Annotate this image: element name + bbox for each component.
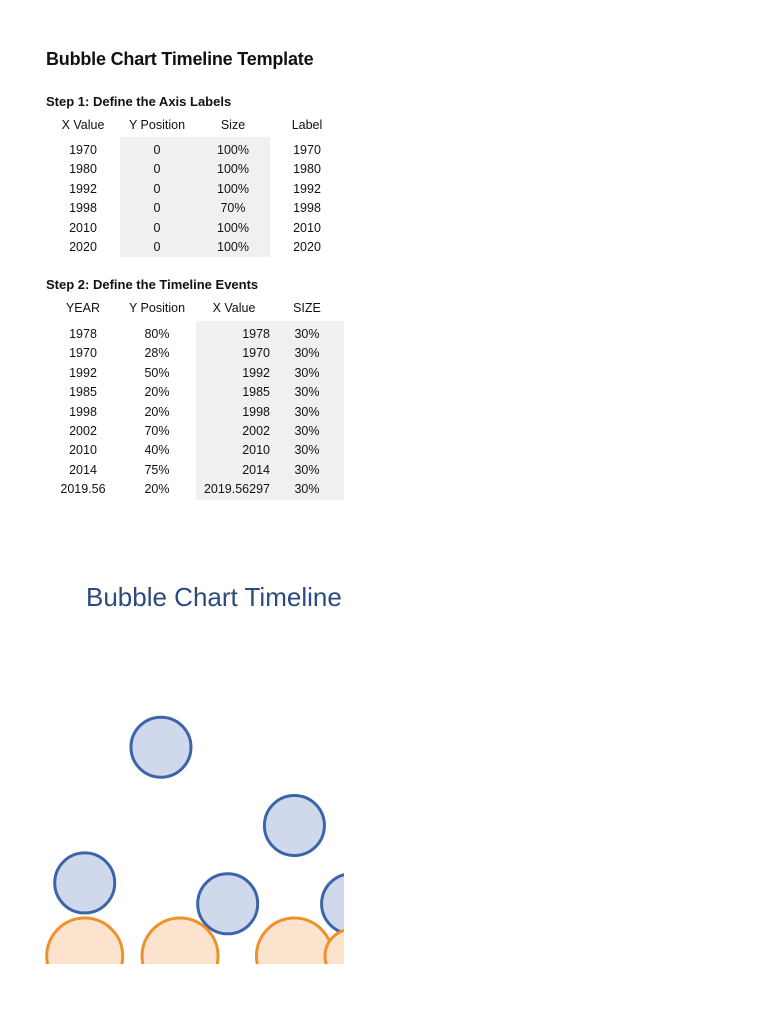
column-header: YEAR	[65, 301, 101, 315]
table-cell-col-a: 1992	[69, 365, 97, 380]
table-cell-col-b: 50%	[144, 365, 170, 380]
table-cell-col-a: 2002	[69, 424, 97, 438]
column-header: Y Position	[128, 118, 186, 132]
table-cell-col-a: 1978	[69, 327, 97, 341]
table-cell-col-c: 2010	[242, 443, 270, 458]
table-cell-col-a: 1970	[69, 143, 97, 157]
table-cell-col-a: 2010	[69, 220, 97, 235]
table-cell-col-d: 30%	[294, 424, 320, 438]
table-cell-col-a: 1985	[69, 385, 97, 400]
event-bubble	[131, 717, 191, 777]
table-cell-col-c: 1970	[242, 346, 270, 361]
table-cell-col-c: 100%	[217, 181, 249, 196]
table-cell-col-b: 80%	[144, 327, 170, 341]
event-bubble	[264, 796, 324, 856]
table-cell-col-c: 1978	[242, 327, 270, 341]
event-bubble	[322, 874, 344, 934]
table-cell-col-a: 1980	[69, 162, 97, 177]
table-cell-col-a: 2019.56	[60, 482, 106, 497]
table-cell-col-c: 1992	[242, 365, 270, 380]
table-cell-col-a: 1992	[69, 181, 97, 196]
chart-title: Bubble Chart Timeline	[86, 582, 342, 612]
table-cell-col-d: 30%	[294, 365, 320, 380]
table-cell-col-b: 0	[153, 162, 161, 177]
table-cell-col-c: 1998	[242, 404, 270, 419]
table-cell-col-c: 100%	[217, 220, 249, 235]
table-cell-col-b: 0	[153, 201, 161, 216]
table-cell-col-c: 70%	[220, 201, 246, 216]
table-cell-col-d: 1992	[293, 181, 321, 196]
table-cell-col-d: 30%	[294, 482, 320, 497]
table-cell-col-a: 1998	[69, 201, 97, 216]
event-bubble	[198, 874, 258, 934]
table-cell-col-d: 30%	[294, 462, 320, 477]
table-cell-col-d: 2010	[293, 220, 321, 235]
table-cell-col-a: 1998	[69, 404, 97, 419]
step2-heading: Step 2: Define the Timeline Events	[46, 277, 259, 292]
table-cell-col-b: 0	[153, 220, 161, 235]
table-cell-col-d: 1998	[293, 201, 321, 216]
chart-area	[0, 600, 344, 964]
table-cell-col-a: 2020	[69, 240, 97, 254]
step1-heading: Step 1: Define the Axis Labels	[46, 94, 232, 109]
table-cell-col-c: 100%	[217, 143, 249, 157]
table-cell-col-a: 1970	[69, 346, 97, 361]
column-header: Label	[291, 118, 323, 132]
bubble-chart	[0, 600, 344, 964]
table-cell-col-d: 2020	[293, 240, 321, 254]
table-cell-col-a: 2010	[69, 443, 97, 458]
axis-label-bubble	[47, 918, 123, 964]
table-cell-col-b: 20%	[144, 404, 170, 419]
table-cell-col-d: 30%	[294, 443, 320, 458]
table-cell-col-d: 30%	[294, 404, 320, 419]
table-cell-col-d: 30%	[294, 327, 320, 341]
event-bubble	[55, 853, 115, 913]
table-cell-col-c: 2019.56297	[203, 482, 270, 497]
table-cell-col-b: 0	[153, 181, 161, 196]
axis-label-bubble	[325, 929, 344, 964]
table-cell-col-b: 0	[153, 240, 161, 254]
table-cell-col-b: 75%	[144, 462, 170, 477]
table-cell-col-c: 1985	[242, 385, 270, 400]
column-header: X Value	[61, 118, 105, 132]
table-cell-col-d: 1970	[293, 143, 321, 157]
table-cell-col-a: 2014	[69, 462, 97, 477]
table-cell-col-c: 100%	[217, 240, 249, 254]
table-cell-col-c: 100%	[217, 162, 249, 177]
table-cell-col-b: 28%	[144, 346, 170, 361]
table-cell-col-b: 20%	[144, 385, 170, 400]
axis-label-bubble	[256, 918, 332, 964]
table-cell-col-b: 40%	[144, 443, 170, 458]
column-header: X Value	[212, 301, 256, 315]
column-header: SIZE	[293, 301, 321, 315]
table-cell-col-d: 30%	[294, 346, 320, 361]
table-cell-col-b: 70%	[144, 424, 170, 438]
table-cell-col-b: 0	[153, 143, 161, 157]
document-title: Bubble Chart Timeline Template	[46, 49, 314, 69]
table-cell-col-d: 1980	[293, 162, 321, 177]
table-cell-col-b: 20%	[144, 482, 170, 497]
column-header: Size	[220, 118, 246, 132]
table-cell-col-c: 2002	[242, 424, 270, 438]
table-cell-col-c: 2014	[242, 462, 270, 477]
table-cell-col-d: 30%	[294, 385, 320, 400]
column-header: Y Position	[128, 301, 186, 315]
